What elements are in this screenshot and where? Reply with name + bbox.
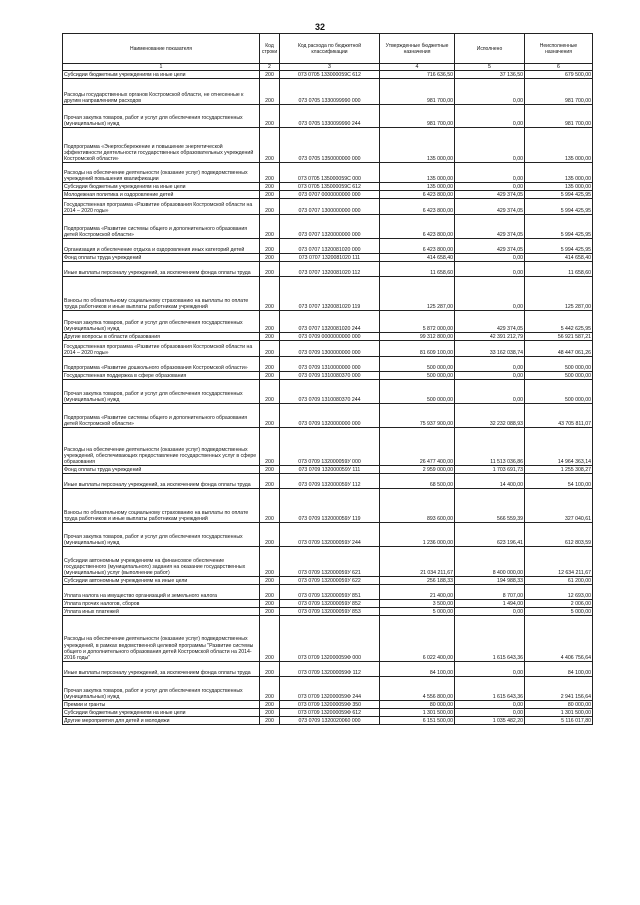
table-row <box>63 474 593 489</box>
row-executed: 429 374,05 <box>455 311 525 333</box>
row-approved: 68 500,00 <box>380 474 455 489</box>
row-kbk: 073 0707 1320081020 112 <box>280 262 380 277</box>
table-row <box>63 380 593 404</box>
row-executed: 37 136,50 <box>455 71 525 79</box>
table-row <box>63 191 593 199</box>
row-kbk: 073 0709 132000059Ф 244 <box>280 677 380 701</box>
row-unexecuted: 500 000,00 <box>525 357 593 372</box>
row-approved: 6 423 800,00 <box>380 215 455 239</box>
row-code: 200 <box>260 428 280 466</box>
row-name: Государственная программа «Развитие образования Костромской области на 2014 – 2020 годы» <box>63 199 260 215</box>
row-code: 200 <box>260 466 280 474</box>
row-code: 200 <box>260 523 280 547</box>
row-code: 200 <box>260 357 280 372</box>
row-kbk: 073 0707 1300000000 000 <box>280 199 380 215</box>
row-name: Субсидии автономным учреждениям на иные цели <box>63 577 260 585</box>
row-kbk: 073 0709 132000059Ф 000 <box>280 616 380 662</box>
table-row <box>63 215 593 239</box>
table-row <box>63 466 593 474</box>
row-approved: 75 937 900,00 <box>380 404 455 428</box>
row-code: 200 <box>260 215 280 239</box>
row-name: Расходы на обеспечение деятельности (оказание услуг) подведомственных учреждений, в рамках ведомственной целевой программы "Развитие системы общего и дополнительного образования детей Костромской области на 2014-2016 годы" <box>63 616 260 662</box>
row-executed: 1 703 691,73 <box>455 466 525 474</box>
row-kbk: 073 0709 1320000000 000 <box>280 404 380 428</box>
row-name: Государственная поддержка в сфере образования <box>63 372 260 380</box>
row-executed: 0,00 <box>455 372 525 380</box>
row-approved: 5 872 000,00 <box>380 311 455 333</box>
budget-table <box>62 33 593 725</box>
row-code: 200 <box>260 191 280 199</box>
row-name: Расходы государственных органов Костромской области, не отнесенные к другим направлениям расходов <box>63 79 260 105</box>
row-kbk: 073 0707 1320081020 000 <box>280 239 380 254</box>
row-kbk: 073 0709 1310000000 000 <box>280 357 380 372</box>
row-unexecuted: 5 116 017,80 <box>525 717 593 725</box>
row-executed: 566 559,39 <box>455 489 525 523</box>
row-name: Фонд оплаты труда учреждений <box>63 254 260 262</box>
row-kbk: 073 0709 132000059У 621 <box>280 547 380 577</box>
col-index: 6 <box>525 64 593 71</box>
row-unexecuted: 135 000,00 <box>525 183 593 191</box>
table-row <box>63 523 593 547</box>
table-row <box>63 547 593 577</box>
row-code: 200 <box>260 600 280 608</box>
row-kbk: 073 0709 132000059У 000 <box>280 428 380 466</box>
row-executed: 623 196,41 <box>455 523 525 547</box>
row-unexecuted: 981 700,00 <box>525 79 593 105</box>
row-unexecuted: 414 658,40 <box>525 254 593 262</box>
col-index: 5 <box>455 64 525 71</box>
table-row <box>63 428 593 466</box>
row-name: Прочая закупка товаров, работ и услуг для обеспечения государственных (муниципальных) нужд <box>63 677 260 701</box>
row-executed: 0,00 <box>455 709 525 717</box>
row-code: 200 <box>260 163 280 183</box>
row-unexecuted: 12 693,00 <box>525 585 593 600</box>
row-kbk: 073 0709 1310080370 244 <box>280 380 380 404</box>
row-code: 200 <box>260 79 280 105</box>
row-kbk: 073 0709 0000000000 000 <box>280 333 380 341</box>
row-unexecuted: 12 634 211,67 <box>525 547 593 577</box>
row-code: 200 <box>260 380 280 404</box>
row-approved: 21 400,00 <box>380 585 455 600</box>
row-unexecuted: 135 000,00 <box>525 163 593 183</box>
row-executed: 0,00 <box>455 608 525 616</box>
row-approved: 6 423 800,00 <box>380 199 455 215</box>
row-name: Субсидии бюджетным учреждениям на иные цели <box>63 183 260 191</box>
row-approved: 135 000,00 <box>380 163 455 183</box>
row-code: 200 <box>260 311 280 333</box>
row-approved: 6 151 500,00 <box>380 717 455 725</box>
row-approved: 6 423 800,00 <box>380 191 455 199</box>
row-unexecuted: 5 994 425,95 <box>525 239 593 254</box>
table-row <box>63 585 593 600</box>
row-code: 200 <box>260 677 280 701</box>
table-row <box>63 105 593 128</box>
row-kbk: 073 0707 1320081020 119 <box>280 277 380 311</box>
table-row <box>63 717 593 725</box>
row-name: Субсидии бюджетным учреждениям на иные цели <box>63 71 260 79</box>
row-name: Государственная программа «Развитие образования Костромской области на 2014 – 2020 годы» <box>63 341 260 357</box>
row-code: 200 <box>260 199 280 215</box>
row-code: 200 <box>260 262 280 277</box>
row-code: 200 <box>260 474 280 489</box>
row-name: Подпрограмма «Развитие системы общего и дополнительного образования детей Костромской области» <box>63 215 260 239</box>
row-executed: 14 400,00 <box>455 474 525 489</box>
row-unexecuted: 80 000,00 <box>525 701 593 709</box>
row-approved: 500 000,00 <box>380 372 455 380</box>
row-unexecuted: 84 100,00 <box>525 662 593 677</box>
table-row <box>63 199 593 215</box>
table-row <box>63 489 593 523</box>
row-approved: 81 609 100,00 <box>380 341 455 357</box>
table-row <box>63 183 593 191</box>
row-unexecuted: 1 301 500,00 <box>525 709 593 717</box>
row-name: Расходы на обеспечение деятельности (оказание услуг) подведомственных учреждений повышения квалификации <box>63 163 260 183</box>
row-unexecuted: 612 803,59 <box>525 523 593 547</box>
table-row <box>63 577 593 585</box>
row-kbk: 073 0705 1350000000 000 <box>280 128 380 163</box>
table-row <box>63 341 593 357</box>
row-approved: 99 312 800,00 <box>380 333 455 341</box>
row-code: 200 <box>260 489 280 523</box>
row-unexecuted: 61 200,00 <box>525 577 593 585</box>
page-number: 32 <box>314 22 325 32</box>
row-name: Взносы по обязательному социальному страхованию на выплаты по оплате труда работников и иные выплаты работникам учреждений <box>63 277 260 311</box>
row-name: Подпрограмма «Энергосбережение и повышение энергетической эффективности деятельности государственных образовательных учреждений Костромской области» <box>63 128 260 163</box>
row-kbk: 073 0709 132000059У 852 <box>280 600 380 608</box>
row-executed: 429 374,05 <box>455 191 525 199</box>
table-row <box>63 701 593 709</box>
row-unexecuted: 679 500,00 <box>525 71 593 79</box>
row-approved: 6 423 800,00 <box>380 239 455 254</box>
table-row <box>63 357 593 372</box>
table-row <box>63 709 593 717</box>
row-executed: 0,00 <box>455 105 525 128</box>
table-row <box>63 333 593 341</box>
row-executed: 429 374,05 <box>455 199 525 215</box>
col-index: 2 <box>260 64 280 71</box>
table-row <box>63 608 593 616</box>
row-name: Молодежная политика и оздоровление детей <box>63 191 260 199</box>
row-name: Премии и гранты <box>63 701 260 709</box>
table-row <box>63 616 593 662</box>
row-unexecuted: 56 921 587,21 <box>525 333 593 341</box>
row-unexecuted: 2 941 156,64 <box>525 677 593 701</box>
row-unexecuted: 5 994 425,95 <box>525 215 593 239</box>
row-kbk: 073 0709 132000059У 111 <box>280 466 380 474</box>
row-executed: 0,00 <box>455 183 525 191</box>
row-unexecuted: 5 994 425,95 <box>525 191 593 199</box>
row-executed: 42 391 212,79 <box>455 333 525 341</box>
row-approved: 1 236 000,00 <box>380 523 455 547</box>
row-kbk: 073 0709 1300000000 000 <box>280 341 380 357</box>
row-unexecuted: 43 705 811,07 <box>525 404 593 428</box>
row-executed: 1 615 643,36 <box>455 616 525 662</box>
row-executed: 0,00 <box>455 357 525 372</box>
row-code: 200 <box>260 701 280 709</box>
row-kbk: 073 0709 132000059Ф 612 <box>280 709 380 717</box>
row-executed: 0,00 <box>455 380 525 404</box>
row-code: 200 <box>260 341 280 357</box>
table-row <box>63 372 593 380</box>
row-approved: 84 100,00 <box>380 662 455 677</box>
row-approved: 981 700,00 <box>380 79 455 105</box>
table-row <box>63 79 593 105</box>
table-row <box>63 71 593 79</box>
row-unexecuted: 54 100,00 <box>525 474 593 489</box>
row-unexecuted: 4 406 756,64 <box>525 616 593 662</box>
row-code: 200 <box>260 616 280 662</box>
row-approved: 2 959 000,00 <box>380 466 455 474</box>
row-kbk: 073 0709 132000059У 244 <box>280 523 380 547</box>
row-name: Организация и обеспечение отдыха и оздоровления иных категорий детей <box>63 239 260 254</box>
row-code: 200 <box>260 577 280 585</box>
row-code: 200 <box>260 662 280 677</box>
table-row <box>63 163 593 183</box>
row-kbk: 073 0709 1310080370 000 <box>280 372 380 380</box>
table-row <box>63 662 593 677</box>
row-name: Уплата налога на имущество организаций и земельного налога <box>63 585 260 600</box>
row-code: 200 <box>260 128 280 163</box>
table-row <box>63 311 593 333</box>
table-row <box>63 128 593 163</box>
row-kbk: 073 0709 132000059У 112 <box>280 474 380 489</box>
row-approved: 5 000,00 <box>380 608 455 616</box>
row-approved: 256 188,33 <box>380 577 455 585</box>
row-approved: 135 000,00 <box>380 128 455 163</box>
row-unexecuted: 11 658,60 <box>525 262 593 277</box>
row-kbk: 073 0709 132000059У 853 <box>280 608 380 616</box>
row-kbk: 073 0707 1320081020 244 <box>280 311 380 333</box>
row-approved: 80 000,00 <box>380 701 455 709</box>
header-code: Код строки <box>260 34 280 64</box>
row-executed: 0,00 <box>455 79 525 105</box>
row-kbk: 073 0705 1330099990 244 <box>280 105 380 128</box>
row-kbk: 073 0709 132000059У 622 <box>280 577 380 585</box>
row-executed: 0,00 <box>455 701 525 709</box>
row-approved: 500 000,00 <box>380 380 455 404</box>
row-name: Иные выплаты персоналу учреждений, за исключением фонда оплаты труда <box>63 662 260 677</box>
row-name: Уплата иных платежей <box>63 608 260 616</box>
row-unexecuted: 5 994 425,95 <box>525 199 593 215</box>
col-index: 4 <box>380 64 455 71</box>
row-unexecuted: 500 000,00 <box>525 380 593 404</box>
row-name: Иные выплаты персоналу учреждений, за исключением фонда оплаты труда <box>63 474 260 489</box>
row-unexecuted: 327 040,61 <box>525 489 593 523</box>
row-code: 200 <box>260 717 280 725</box>
row-name: Другие мероприятия для детей и молодежи <box>63 717 260 725</box>
row-code: 200 <box>260 239 280 254</box>
row-unexecuted: 5 442 625,95 <box>525 311 593 333</box>
header-unexecuted: Неисполненные назначения <box>525 34 593 64</box>
row-kbk: 073 0705 1330099990 000 <box>280 79 380 105</box>
table-row <box>63 239 593 254</box>
row-code: 200 <box>260 404 280 428</box>
row-name: Иные выплаты персоналу учреждений, за исключением фонда оплаты труда <box>63 262 260 277</box>
row-kbk: 073 0709 132000059У 851 <box>280 585 380 600</box>
row-approved: 21 034 211,67 <box>380 547 455 577</box>
row-executed: 0,00 <box>455 254 525 262</box>
row-approved: 125 287,00 <box>380 277 455 311</box>
row-unexecuted: 500 000,00 <box>525 372 593 380</box>
row-name: Прочая закупка товаров, работ и услуг для обеспечения государственных (муниципальных) нужд <box>63 380 260 404</box>
row-unexecuted: 981 700,00 <box>525 105 593 128</box>
row-kbk: 073 0709 1320020060 000 <box>280 717 380 725</box>
table-row <box>63 262 593 277</box>
row-executed: 1 615 643,36 <box>455 677 525 701</box>
row-executed: 0,00 <box>455 277 525 311</box>
row-code: 200 <box>260 585 280 600</box>
row-kbk: 073 0707 1320081020 111 <box>280 254 380 262</box>
row-code: 200 <box>260 183 280 191</box>
row-approved: 11 658,60 <box>380 262 455 277</box>
row-unexecuted: 125 287,00 <box>525 277 593 311</box>
row-name: Расходы на обеспечение деятельности (оказание услуг) подведомственных учреждений, обеспечивающих предоставление государственных услуг в сфере образования <box>63 428 260 466</box>
col-index: 1 <box>63 64 260 71</box>
row-executed: 0,00 <box>455 262 525 277</box>
header-name: Наименование показателя <box>63 34 260 64</box>
row-executed: 8 707,00 <box>455 585 525 600</box>
row-code: 200 <box>260 254 280 262</box>
row-unexecuted: 14 964 363,14 <box>525 428 593 466</box>
row-code: 200 <box>260 333 280 341</box>
row-executed: 8 400 000,00 <box>455 547 525 577</box>
row-kbk: 073 0705 135000059С 612 <box>280 183 380 191</box>
header-kbk: Код расхода по бюджетной классификации <box>280 34 380 64</box>
col-index: 3 <box>280 64 380 71</box>
row-kbk: 073 0705 133000059С 612 <box>280 71 380 79</box>
row-approved: 716 636,50 <box>380 71 455 79</box>
row-code: 200 <box>260 709 280 717</box>
row-name: Фонд оплаты труда учреждений <box>63 466 260 474</box>
row-unexecuted: 2 006,00 <box>525 600 593 608</box>
row-approved: 1 301 500,00 <box>380 709 455 717</box>
row-unexecuted: 5 000,00 <box>525 608 593 616</box>
row-kbk: 073 0707 0000000000 000 <box>280 191 380 199</box>
row-executed: 11 513 036,86 <box>455 428 525 466</box>
table-row <box>63 254 593 262</box>
table-row <box>63 277 593 311</box>
row-executed: 32 232 088,93 <box>455 404 525 428</box>
row-code: 200 <box>260 105 280 128</box>
row-unexecuted: 1 255 308,27 <box>525 466 593 474</box>
header-executed: Исполнено <box>455 34 525 64</box>
row-executed: 0,00 <box>455 128 525 163</box>
table-row <box>63 600 593 608</box>
row-name: Другие вопросы в области образования <box>63 333 260 341</box>
row-code: 200 <box>260 372 280 380</box>
row-name: Взносы по обязательному социальному страхованию на выплаты по оплате труда работников и иные выплаты работникам учреждений <box>63 489 260 523</box>
row-executed: 1 035 482,20 <box>455 717 525 725</box>
row-name: Прочая закупка товаров, работ и услуг для обеспечения государственных (муниципальных) нужд <box>63 105 260 128</box>
row-approved: 981 700,00 <box>380 105 455 128</box>
row-kbk: 073 0709 132000059Ф 350 <box>280 701 380 709</box>
row-name: Подпрограмма «Развитие системы общего и дополнительного образования детей Костромской области» <box>63 404 260 428</box>
row-code: 200 <box>260 71 280 79</box>
row-name: Уплата прочих налогов, сборов <box>63 600 260 608</box>
row-name: Подпрограмма «Развитие дошкольного образования Костромской области» <box>63 357 260 372</box>
row-code: 200 <box>260 608 280 616</box>
row-code: 200 <box>260 547 280 577</box>
row-name: Субсидии автономным учреждениям на финансовое обеспечение государственного (муниципального) задания на оказание государственных (муниципальных) услуг (выполнение работ) <box>63 547 260 577</box>
row-name: Субсидии бюджетным учреждениям на иные цели <box>63 709 260 717</box>
row-kbk: 073 0707 1320000000 000 <box>280 215 380 239</box>
row-executed: 429 374,05 <box>455 239 525 254</box>
row-executed: 0,00 <box>455 163 525 183</box>
row-name: Прочая закупка товаров, работ и услуг для обеспечения государственных (муниципальных) нужд <box>63 523 260 547</box>
row-executed: 194 988,33 <box>455 577 525 585</box>
row-approved: 3 500,00 <box>380 600 455 608</box>
row-kbk: 073 0709 132000059Ф 112 <box>280 662 380 677</box>
table-row <box>63 677 593 701</box>
header-approved: Утвержденные бюджетные назначения <box>380 34 455 64</box>
row-approved: 26 477 400,00 <box>380 428 455 466</box>
row-code: 200 <box>260 277 280 311</box>
row-approved: 6 022 400,00 <box>380 616 455 662</box>
row-approved: 500 000,00 <box>380 357 455 372</box>
row-approved: 893 600,00 <box>380 489 455 523</box>
row-unexecuted: 48 447 061,26 <box>525 341 593 357</box>
row-executed: 1 494,00 <box>455 600 525 608</box>
row-executed: 33 162 038,74 <box>455 341 525 357</box>
table-row <box>63 404 593 428</box>
row-executed: 429 374,05 <box>455 215 525 239</box>
row-approved: 135 000,00 <box>380 183 455 191</box>
row-approved: 4 556 800,00 <box>380 677 455 701</box>
row-kbk: 073 0705 135000059С 000 <box>280 163 380 183</box>
table-body <box>63 71 593 725</box>
row-executed: 0,00 <box>455 662 525 677</box>
row-unexecuted: 135 000,00 <box>525 128 593 163</box>
row-name: Прочая закупка товаров, работ и услуг для обеспечения государственных (муниципальных) нужд <box>63 311 260 333</box>
row-kbk: 073 0709 132000059У 119 <box>280 489 380 523</box>
row-approved: 414 658,40 <box>380 254 455 262</box>
